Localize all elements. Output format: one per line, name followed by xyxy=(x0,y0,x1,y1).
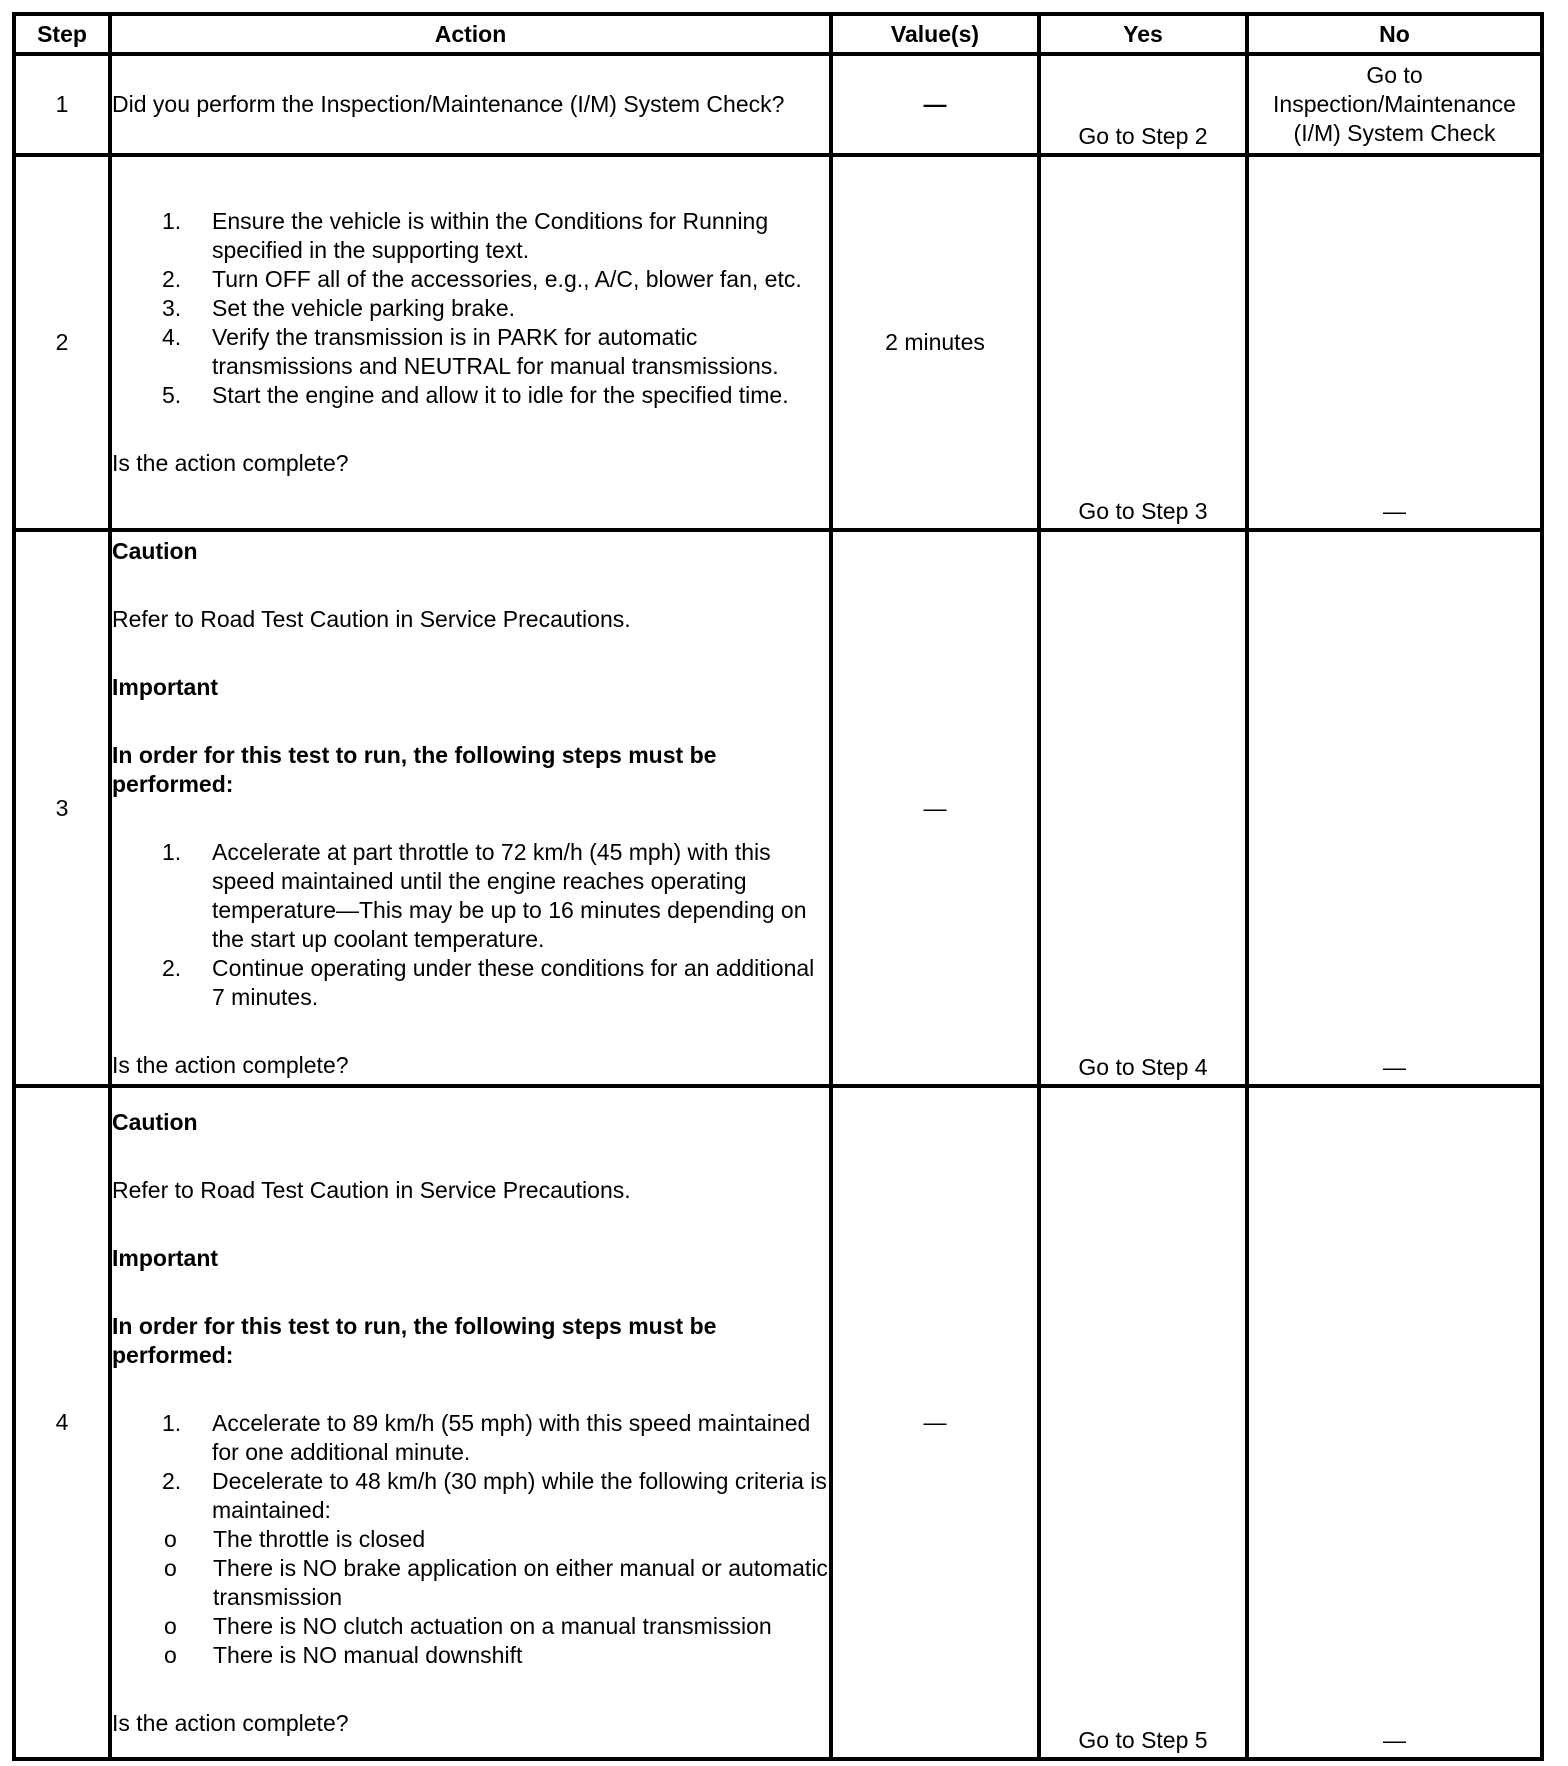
value-cell: — xyxy=(831,1086,1039,1759)
question-text: Is the action complete? xyxy=(112,1051,349,1078)
list-item-text: Continue operating under these conditions for an additional 7 minutes. xyxy=(212,954,815,1010)
yes-link: Go to Step 5 xyxy=(1078,1727,1208,1753)
yes-cell xyxy=(1039,54,1247,155)
yes-cell xyxy=(1039,155,1247,530)
list-item-text: Accelerate to 89 km/h (55 mph) with this speed maintained for one additional minute. xyxy=(212,1409,811,1465)
value-cell: — xyxy=(831,54,1039,155)
caution-text: Refer to Road Test Caution in Service Precautions. xyxy=(112,605,631,632)
list-item-text: Decelerate to 48 km/h (30 mph) while the following criteria is maintained: xyxy=(212,1467,827,1523)
action-cell xyxy=(110,54,831,155)
no-cell xyxy=(1247,1086,1542,1759)
list-item xyxy=(112,265,829,294)
question-text: Is the action complete? xyxy=(112,450,349,476)
no-cell xyxy=(1247,54,1542,155)
no-link: — xyxy=(1383,1727,1406,1753)
bullet-item xyxy=(112,1554,829,1612)
table-row xyxy=(14,155,1542,530)
list-number: 2. xyxy=(162,1467,182,1494)
numbered-list xyxy=(112,1409,829,1670)
no-cell xyxy=(1247,530,1542,1086)
bullet-marker: o xyxy=(164,1525,177,1552)
value-cell: 2 minutes xyxy=(831,155,1039,530)
header-no: No xyxy=(1247,14,1542,54)
action-cell xyxy=(110,530,831,1086)
list-item-text: Verify the transmission is in PARK for automatic transmissions and NEUTRAL for manual transmissions. xyxy=(212,324,779,379)
step-number: 4 xyxy=(14,1086,110,1759)
spacer xyxy=(112,410,829,449)
bullet-text: There is NO brake application on either manual or automatic transmission xyxy=(213,1554,828,1610)
bullet-text: There is NO manual downshift xyxy=(213,1641,523,1668)
list-item xyxy=(112,1409,829,1467)
step-number: 1 xyxy=(14,54,110,155)
spacer xyxy=(112,1012,829,1051)
step-number: 2 xyxy=(14,155,110,530)
table-row xyxy=(14,1086,1542,1759)
no-cell xyxy=(1247,155,1542,530)
caution-title: Caution xyxy=(112,537,198,564)
list-number: 1. xyxy=(162,838,182,865)
list-number: 5. xyxy=(162,382,182,408)
list-item-text: Ensure the vehicle is within the Conditions for Running specified in the supporting text. xyxy=(212,208,769,263)
bullet-text: The throttle is closed xyxy=(213,1525,426,1552)
bullet-item xyxy=(112,1525,829,1554)
bullet-item xyxy=(112,1641,829,1670)
list-number: 3. xyxy=(162,295,182,321)
value-cell: — xyxy=(831,530,1039,1086)
bullet-marker: o xyxy=(164,1641,177,1668)
action-text: Did you perform the Inspection/Maintenance (I/M) System Check? xyxy=(112,91,785,117)
diagnostic-table xyxy=(12,12,1544,1761)
list-item-text: Accelerate at part throttle to 72 km/h (45 mph) with this speed maintained until the engine reaches operating temperature—This may be up to 16 minutes depending on the start up coolant temperature. xyxy=(212,838,807,952)
spacer xyxy=(112,1670,829,1709)
header-action: Action xyxy=(110,14,831,54)
table-row xyxy=(14,530,1542,1086)
caution-title: Caution xyxy=(112,1108,198,1135)
table-row xyxy=(14,54,1542,155)
bullet-marker: o xyxy=(164,1554,177,1581)
list-item xyxy=(112,1467,829,1670)
no-link: — xyxy=(1383,498,1406,524)
action-cell xyxy=(110,155,831,530)
list-number: 1. xyxy=(162,1409,182,1436)
no-link: — xyxy=(1383,1054,1406,1080)
bullet-text: There is NO clutch actuation on a manual transmission xyxy=(213,1612,772,1639)
important-text: In order for this test to run, the following steps must be performed: xyxy=(112,741,717,797)
header-values: Value(s) xyxy=(831,14,1039,54)
important-text: In order for this test to run, the following steps must be performed: xyxy=(112,1312,717,1368)
list-item xyxy=(112,838,829,954)
yes-cell xyxy=(1039,1086,1247,1759)
list-item xyxy=(112,954,829,1012)
question-text: Is the action complete? xyxy=(112,1709,349,1736)
list-item xyxy=(112,294,829,323)
no-link: Go to Inspection/Maintenance (I/M) System Check xyxy=(1273,62,1516,146)
yes-link: Go to Step 3 xyxy=(1078,498,1208,524)
list-number: 1. xyxy=(162,208,182,234)
list-item xyxy=(112,207,829,265)
list-item xyxy=(112,323,829,381)
important-title: Important xyxy=(112,1244,219,1271)
header-row xyxy=(14,14,1542,54)
list-item-text: Set the vehicle parking brake. xyxy=(212,295,516,321)
list-item xyxy=(112,381,829,410)
list-number: 2. xyxy=(162,954,182,981)
yes-link: Go to Step 2 xyxy=(1078,123,1208,149)
list-number: 4. xyxy=(162,324,182,350)
numbered-list xyxy=(112,838,829,1012)
numbered-list xyxy=(112,207,829,410)
action-cell xyxy=(110,1086,831,1759)
header-step: Step xyxy=(14,14,110,54)
list-number: 2. xyxy=(162,266,182,292)
yes-link: Go to Step 4 xyxy=(1078,1054,1208,1080)
bullet-marker: o xyxy=(164,1612,177,1639)
yes-cell xyxy=(1039,530,1247,1086)
header-yes: Yes xyxy=(1039,14,1247,54)
list-item-text: Turn OFF all of the accessories, e.g., A/C, blower fan, etc. xyxy=(212,266,802,292)
caution-text: Refer to Road Test Caution in Service Precautions. xyxy=(112,1176,631,1203)
important-title: Important xyxy=(112,673,219,700)
bullet-list xyxy=(112,1525,829,1670)
bullet-item xyxy=(112,1612,829,1641)
step-number: 3 xyxy=(14,530,110,1086)
list-item-text: Start the engine and allow it to idle for the specified time. xyxy=(212,382,789,408)
